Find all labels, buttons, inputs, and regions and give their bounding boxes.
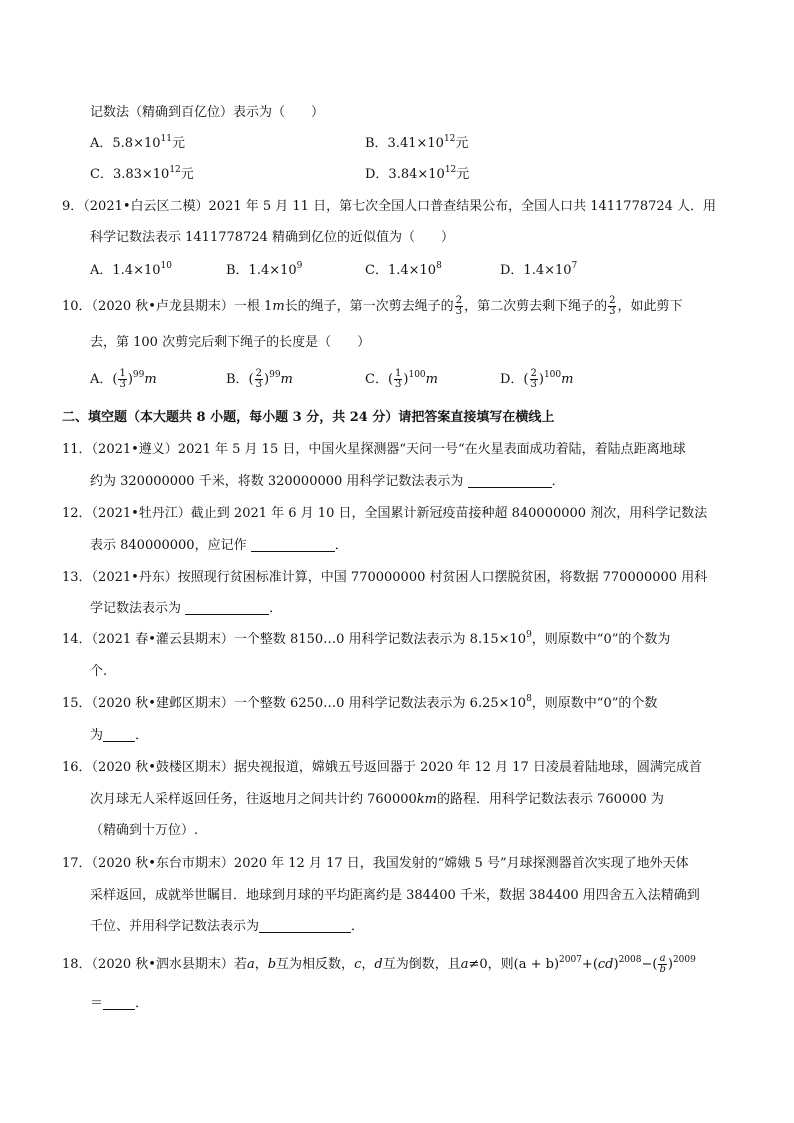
- fraction-two-thirds: $\frac{2}{3}$: [609, 295, 616, 317]
- answer-blank[interactable]: [103, 727, 135, 742]
- q8-option-b: B．$3.41\times 10^{12}$元: [365, 134, 469, 151]
- q14-line1: 14．（2021 春•灌云县期末）一个整数 8150…0 用科学记数法表示为 $8.15\times 10^9$，则原数中“0”的个数为: [62, 630, 671, 647]
- q17-line3: 千位、并用科学记数法表示为 ．: [90, 919, 365, 934]
- q17-line1: 17．（2020 秋•东台市期末）2020 年 12 月 17 日，我国发射的“嫦娥 5 号”月球探测器首次实现了地外天体: [62, 856, 689, 871]
- q13-line1: 13．（2021•丹东）按照现行贫困标准计算，中国 770000000 村贫困人口摆脱贫困，将数据 770000000 用科: [62, 570, 708, 585]
- q10-line1: 10．（2020 秋•卢龙县期末）一根 1m长的绳子，第一次剪去绳子的 $\frac{2}{3}$ ，第二次剪去剩下绳子的 $\frac{2}{3}$ ，如此剪下: [62, 295, 683, 317]
- q16-line2: 次月球无人采样返回任务，往返地月之间共计约 760000km的路程．用科学记数法表示 760000 为: [90, 792, 664, 807]
- q9-line1: 9．（2021•白云区二模）2021 年 5 月 11 日，第七次全国人口普查结果公布，全国人口共 1411778724 人．用: [62, 199, 717, 214]
- q10-option-c: C．( $\frac{1}{3}$ )$^{100}$m: [365, 368, 438, 390]
- q13-line2: 学记数法表示为 ．: [90, 601, 283, 616]
- fraction-a-over-b: $\frac{a}{b}$: [659, 953, 666, 975]
- q8-option-d: D．$3.84\times 10^{12}$元: [365, 165, 470, 182]
- q16-line1: 16．（2020 秋•鼓楼区期末）据央视报道，嫦娥五号返回器于 2020 年 12 月 17 日凌晨着陆地球，圆满完成首: [62, 760, 702, 775]
- q9-option-d: D．$1.4\times 10^7$: [500, 261, 578, 278]
- q10-option-a: A．( $\frac{1}{3}$ )$^{99}$m: [90, 368, 157, 390]
- q12-line2: 表示 840000000，应记作 ．: [90, 538, 348, 553]
- answer-blank[interactable]: [185, 600, 269, 615]
- q12-line1: 12．（2021•牡丹江）截止到 2021 年 6 月 10 日，全国累计新冠疫苗接种超 840000000 剂次，用科学记数法: [62, 506, 708, 521]
- answer-blank[interactable]: [103, 995, 135, 1010]
- q15-line1: 15．（2020 秋•建邺区期末）一个整数 6250…0 用科学记数法表示为 $6.25\times 10^8$，则原数中“0”的个数: [62, 694, 658, 711]
- q8-continuation: 记数法（精确到百亿位）表示为（ ）: [90, 105, 325, 120]
- q11-line1: 11．（2021•遵义）2021 年 5 月 15 日，中国火星探测器“天问一号“在火星表面成功着陆，着陆点距离地球: [62, 442, 686, 457]
- q18-line1: 18．（2020 秋•泗水县期末）若a，b互为相反数，c，d互为倒数，且a≠0，则$(a + b)^{2007}+(cd)^{2008}-$( $\frac{a}{b}$ )$^{2009}$: [62, 953, 696, 975]
- q14-line2: 个.: [90, 664, 108, 679]
- q18-line2: ＝ ．: [90, 996, 149, 1011]
- answer-blank[interactable]: [251, 537, 335, 552]
- q9-line2: 科学记数法表示 1411778724 精确到亿位的近似值为（ ）: [90, 230, 454, 245]
- q16-line3: （精确到十万位）.: [90, 823, 199, 838]
- section-heading-fill-in: 二、填空题（本大题共 8 小题，每小题 3 分，共 24 分）请把答案直接填写在横线上: [62, 410, 555, 425]
- q10-line2: 去，第 100 次剪完后剩下绳子的长度是（ ）: [90, 335, 371, 350]
- q9-option-c: C．$1.4\times 10^8$: [365, 261, 442, 278]
- answer-blank[interactable]: [468, 473, 552, 488]
- q9-option-a: A．$1.4\times 10^{10}$: [90, 261, 172, 278]
- answer-blank[interactable]: [259, 918, 351, 933]
- q15-line2: 为 ．: [90, 728, 149, 743]
- q17-line2: 采样返回，成就举世瞩目．地球到月球的平均距离约是 384400 千米，数据 384400 用四舍五入法精确到: [90, 888, 700, 903]
- q10-option-d: D．( $\frac{2}{3}$ )$^{100}$m: [500, 368, 574, 390]
- q11-line2: 约为 320000000 千米，将数 320000000 用科学记数法表示为 ．: [90, 474, 565, 489]
- q8-option-a: A．$5.8\times 10^{11}$元: [90, 134, 185, 151]
- q10-option-b: B．( $\frac{2}{3}$ )$^{99}$m: [226, 368, 293, 390]
- fraction-two-thirds: $\frac{2}{3}$: [455, 295, 463, 317]
- q8-option-c: C．$3.83\times 10^{12}$元: [90, 165, 194, 182]
- q9-option-b: B．$1.4\times 10^9$: [226, 261, 303, 278]
